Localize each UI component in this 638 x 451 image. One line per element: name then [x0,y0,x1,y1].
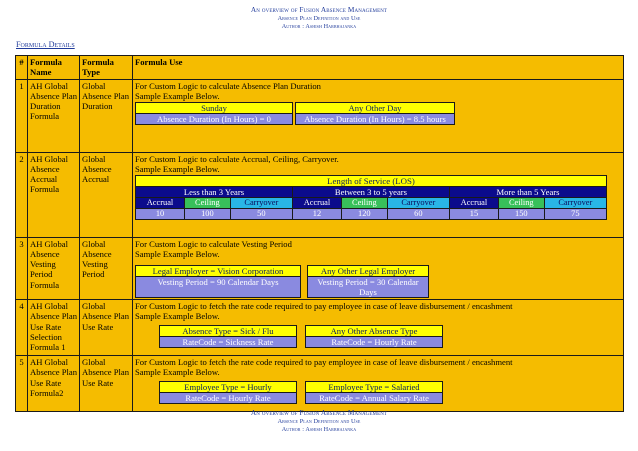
los-subheader-ceiling: Ceiling [498,198,544,209]
formula-use [133,79,624,152]
column-header: # [16,56,28,80]
use-description: For Custom Logic to calculate Accrual, Ceiling, Carryover. [135,153,339,164]
row-number: 3 [16,237,28,300]
los-value: 150 [498,209,544,220]
los-value: 120 [341,209,387,220]
page-footer [0,409,638,435]
use-description: For Custom Logic to calculate Absence Plan Duration [135,80,321,91]
table-row [16,152,624,237]
formula-name: AH Global Absence Plan Duration Formula [28,79,80,152]
los-table [135,175,607,220]
use-sample-note: Sample Example Below. [135,163,220,174]
footer-title: An overview of Fusion Absence Management [250,408,388,417]
sample-value: Absence Duration (In Hours) = 0 [136,114,293,125]
los-subheader-ceiling: Ceiling [341,198,387,209]
table-row [16,300,624,356]
sample-header: Employee Type = Hourly [160,381,297,392]
formula-type: Global Absence Plan Duration [80,79,133,152]
formula-type: Global Absence Plan Use Rate [80,356,133,412]
table-row [16,79,624,152]
sample-header: Employee Type = Salaried [306,381,443,392]
los-group: Less than 3 Years [136,187,293,198]
sample-value: Absence Duration (In Hours) = 8.5 hours [296,114,455,125]
formula-use [133,300,624,356]
use-description: For Custom Logic to fetch the rate code required to pay employee in case of leave disbursement / encashment [135,357,513,368]
los-subheader-accrual: Accrual [449,198,498,209]
formula-type: Global Absence Vesting Period [80,237,133,300]
los-value: 60 [387,209,449,220]
row-number: 5 [16,356,28,412]
row-number: 1 [16,79,28,152]
formula-name: AH Global Absence Vesting Period Formula [28,237,80,300]
formula-name: AH Global Absence Plan Use Rate Selection Formula 1 [28,300,80,356]
los-value: 10 [136,209,185,220]
footer-author: Author : Ashish Harbhajanka [281,426,357,434]
formula-use [133,237,624,300]
sample-header: Absence Type = Sick / Flu [160,325,297,336]
sample-table [135,265,429,298]
sample-value: RateCode = Sickness Rate [160,336,297,347]
column-header: Formula Type [80,56,133,80]
section-title: Formula Details [16,40,75,49]
los-value: 100 [185,209,231,220]
sample-table [135,102,455,125]
use-sample-note: Sample Example Below. [135,367,220,378]
formula-use [133,152,624,237]
use-description: For Custom Logic to calculate Vesting Period [135,238,292,249]
use-sample-note: Sample Example Below. [135,311,220,322]
formula-type: Global Absence Plan Use Rate [80,300,133,356]
los-value: 50 [230,209,292,220]
los-value: 12 [292,209,341,220]
los-subheader-carryover: Carryover [544,198,606,209]
formula-type: Global Absence Accrual [80,152,133,237]
los-value: 15 [449,209,498,220]
formula-use [133,356,624,412]
row-number: 2 [16,152,28,237]
los-subheader-accrual: Accrual [292,198,341,209]
los-value: 75 [544,209,606,220]
column-header: Formula Name [28,56,80,80]
sample-header: Legal Employer = Vision Corporation [136,266,301,277]
sample-value: RateCode = Hourly Rate [306,336,443,347]
los-subheader-carryover: Carryover [387,198,449,209]
formula-name: AH Global Absence Accrual Formula [28,152,80,237]
los-subheader-carryover: Carryover [230,198,292,209]
sample-header: Sunday [136,103,293,114]
row-number: 4 [16,300,28,356]
footer-subtitle: Absence Plan Definition and Use [277,417,361,425]
sample-table [159,325,443,348]
sample-value: RateCode = Annual Salary Rate [306,392,443,403]
header-subtitle: Absence Plan Definition and Use [277,14,361,22]
sample-header: Any Other Legal Employer [308,266,429,277]
header-title: An overview of Fusion Absence Management [250,5,388,14]
formula-name: AH Global Absence Plan Use Rate Formula2 [28,356,80,412]
table-row [16,356,624,412]
sample-value: Vesting Period = 30 Calendar Days [308,277,429,298]
column-header: Formula Use [133,56,624,80]
use-sample-note: Sample Example Below. [135,90,220,101]
table-row [16,237,624,300]
los-subheader-ceiling: Ceiling [185,198,231,209]
los-title: Length of Service (LOS) [136,176,607,187]
header-author: Author : Ashish Harbhajanka [281,23,357,31]
sample-header: Any Other Absence Type [306,325,443,336]
use-description: For Custom Logic to fetch the rate code required to pay employee in case of leave disbursement / encashment [135,301,513,312]
los-subheader-accrual: Accrual [136,198,185,209]
page-header [0,6,638,32]
los-group: More than 5 Years [449,187,606,198]
use-sample-note: Sample Example Below. [135,248,220,259]
table-header-row [16,56,624,80]
sample-table [159,381,443,404]
formula-table [15,55,624,412]
sample-value: RateCode = Hourly Rate [160,392,297,403]
los-group: Between 3 to 5 years [292,187,449,198]
sample-header: Any Other Day [296,103,455,114]
sample-value: Vesting Period = 90 Calendar Days [136,277,301,298]
